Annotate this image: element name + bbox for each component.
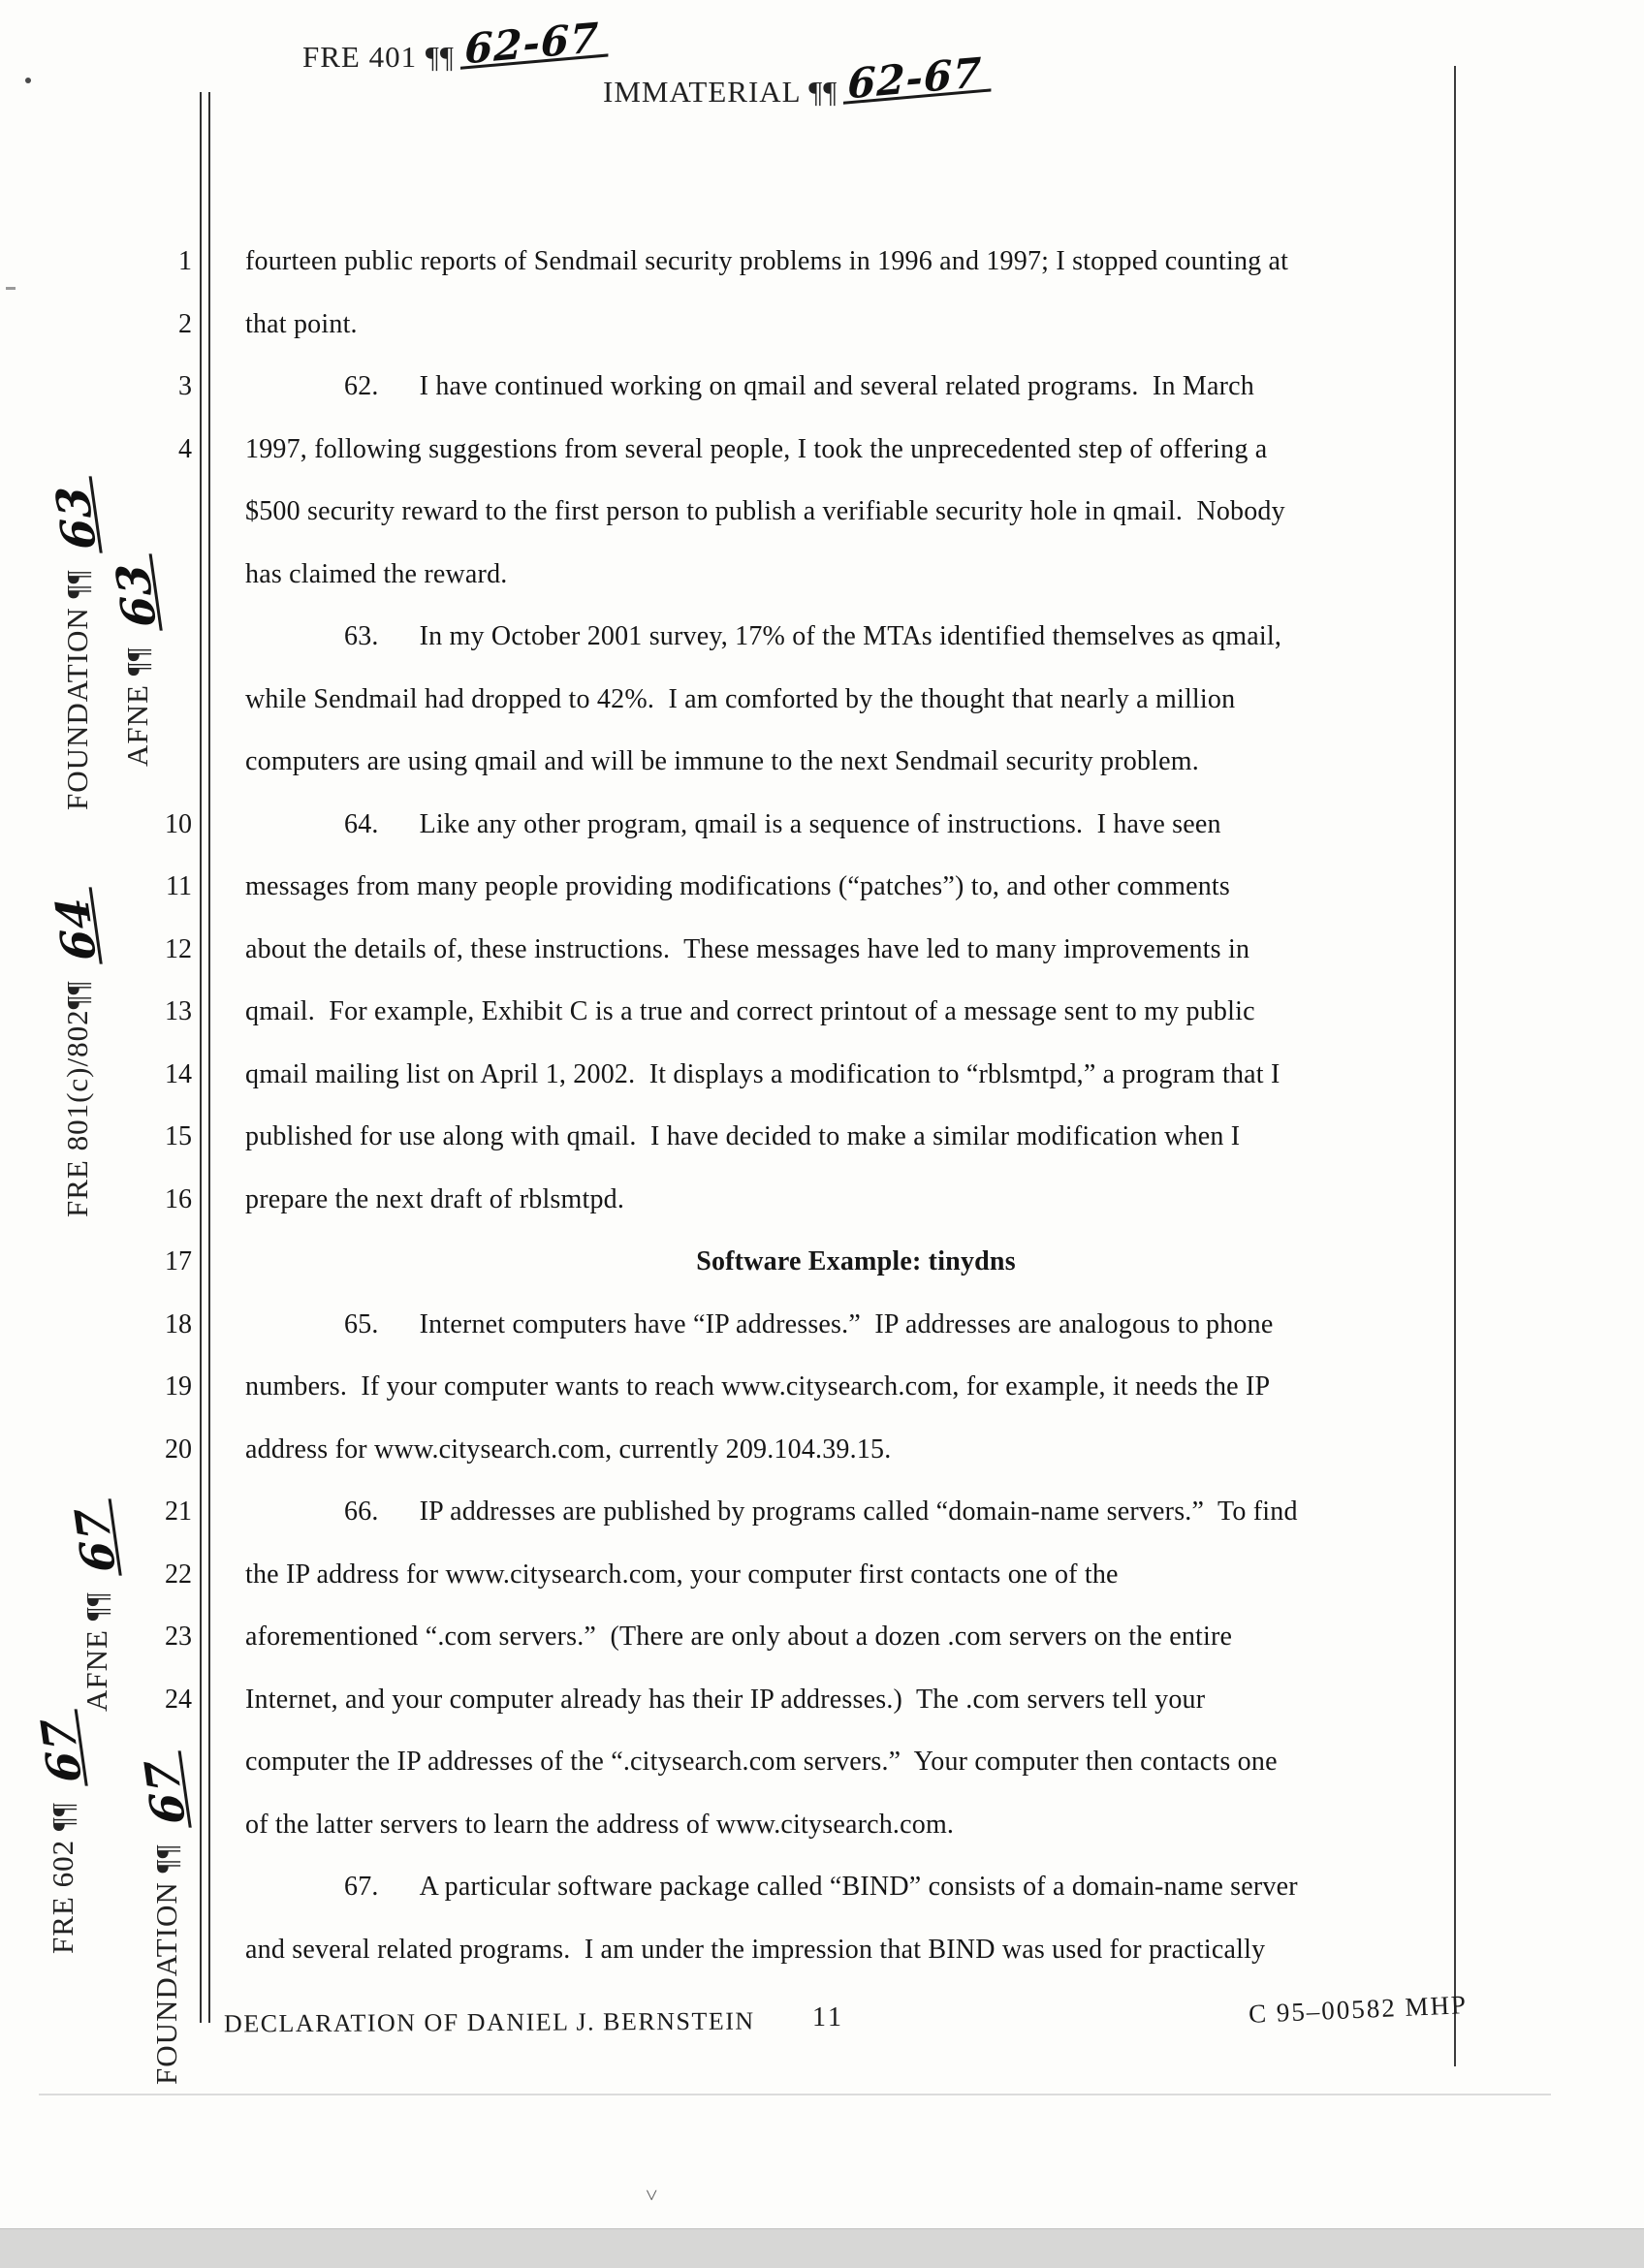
handwritten-paragraph-range: 62-67 bbox=[460, 22, 609, 70]
paragraph-number: 62. bbox=[344, 371, 379, 401]
annotation-label: AFNE ¶¶ bbox=[120, 646, 154, 767]
body-line: fourteen public reports of Sendmail security problems in 1996 and 1997; I stopped counting at bbox=[245, 246, 1289, 276]
line-number: 17 bbox=[165, 1246, 192, 1276]
annotation-label: FRE 602 ¶¶ bbox=[46, 1802, 79, 1954]
body-line: qmail. For example, Exhibit C is a true and correct printout of a message sent to my public bbox=[245, 996, 1255, 1026]
body-line: messages from many people providing modifications (“patches”) to, and other comments bbox=[245, 871, 1230, 901]
line-number: 19 bbox=[165, 1371, 192, 1402]
line-number: 2 bbox=[178, 308, 192, 339]
body-line: 66. IP addresses are published by programs called “domain-name servers.” To find bbox=[245, 1493, 1467, 1531]
handwritten-paragraph-number: 64 bbox=[53, 888, 103, 964]
annotation-label: FRE 801(c)/802¶¶ bbox=[60, 980, 94, 1217]
annotation-label: IMMATERIAL ¶¶ bbox=[603, 75, 838, 109]
body-line: computers are using qmail and will be immune to the next Sendmail security problem. bbox=[245, 746, 1199, 776]
annotation-label: FOUNDATION ¶¶ bbox=[149, 1843, 183, 2085]
body-line: computer the IP addresses of the “.citysearch.com servers.” Your computer then contacts one bbox=[245, 1747, 1278, 1777]
line-number: 4 bbox=[178, 433, 192, 464]
body-line: while Sendmail had dropped to 42%. I am comforted by the thought that nearly a million bbox=[245, 683, 1236, 714]
line-number: 22 bbox=[165, 1559, 192, 1590]
paragraph-number: 65. bbox=[344, 1308, 379, 1339]
line-number: 15 bbox=[165, 1121, 192, 1151]
paragraph-number: 64. bbox=[344, 808, 379, 839]
body-line: 67. A particular software package called “BIND” consists of a domain-name server bbox=[245, 1868, 1467, 1906]
line-number: 20 bbox=[165, 1433, 192, 1465]
line-number: 24 bbox=[165, 1684, 192, 1715]
line-number: 11 bbox=[166, 871, 192, 901]
annotation-immaterial bbox=[603, 48, 993, 110]
annotation-fre-401 bbox=[302, 14, 609, 75]
body-line: that point. bbox=[245, 308, 358, 339]
body-line: prepare the next draft of rblsmtpd. bbox=[245, 1183, 625, 1214]
body-line: 62. I have continued working on qmail and several related programs. In March bbox=[245, 367, 1467, 406]
handwritten-paragraph-number: 63 bbox=[53, 477, 103, 553]
body-line: 1997, following suggestions from several people, I took the unprecedented step of offering a bbox=[245, 433, 1268, 464]
annotation-label: AFNE ¶¶ bbox=[79, 1591, 113, 1712]
body-line: about the details of, these instructions. These messages have led to many improvements in bbox=[245, 933, 1250, 964]
line-number: 16 bbox=[165, 1183, 192, 1214]
body-line: has claimed the reward. bbox=[245, 558, 508, 589]
handwritten-paragraph-number: 67 bbox=[39, 1709, 88, 1785]
scan-speck bbox=[6, 287, 16, 290]
scan-bottom-edge bbox=[0, 2228, 1644, 2268]
scan-check-mark: ˅ bbox=[646, 2183, 658, 2207]
body-line: address for www.citysearch.com, currently 209.104.39.15. bbox=[245, 1433, 892, 1465]
annotation-fre-801c-802-64 bbox=[45, 888, 107, 1217]
body-line: 65. Internet computers have “IP addresses.” IP addresses are analogous to phone bbox=[245, 1306, 1467, 1344]
footer-page-number: 11 bbox=[812, 2002, 844, 2032]
line-number: 1 bbox=[178, 246, 192, 276]
scan-page-edge-line bbox=[39, 2094, 1551, 2095]
line-number: 23 bbox=[165, 1622, 192, 1652]
pleading-left-double-rule bbox=[200, 92, 210, 2023]
body-line: 64. Like any other program, qmail is a sequence of instructions. I have seen bbox=[245, 805, 1467, 844]
body-line: of the latter servers to learn the address of www.citysearch.com. bbox=[245, 1809, 955, 1840]
handwritten-paragraph-number: 67 bbox=[142, 1751, 192, 1828]
line-number: 12 bbox=[165, 933, 192, 964]
footer-document-title: DECLARATION OF DANIEL J. BERNSTEIN bbox=[223, 2006, 755, 2038]
handwritten-paragraph-range: 62-67 bbox=[843, 57, 992, 105]
footer-case-number: C 95–00582 MHP bbox=[1248, 1990, 1469, 2029]
body-line: Internet, and your computer already has their IP addresses.) The .com servers tell your bbox=[245, 1684, 1206, 1715]
paragraph-number: 63. bbox=[344, 621, 379, 651]
annotation-label: FOUNDATION ¶¶ bbox=[60, 569, 94, 810]
section-heading: Software Example: tinydns bbox=[696, 1246, 1016, 1276]
body-line: numbers. If your computer wants to reach www.citysearch.com, for example, it needs the IP bbox=[245, 1371, 1271, 1402]
line-number: 13 bbox=[165, 996, 192, 1026]
body-line: $500 security reward to the first person to publish a verifiable security hole in qmail. Nobody bbox=[245, 496, 1285, 526]
line-number: 10 bbox=[165, 808, 192, 839]
handwritten-paragraph-number: 67 bbox=[73, 1499, 122, 1576]
annotation-label: FRE 401 ¶¶ bbox=[302, 40, 455, 74]
body-line: 63. In my October 2001 survey, 17% of the MTAs identified themselves as qmail, bbox=[245, 617, 1467, 656]
body-line: published for use along with qmail. I have decided to make a similar modification when I bbox=[245, 1121, 1241, 1151]
body-line: qmail mailing list on April 1, 2002. It displays a modification to “rblsmtpd,” a program that I bbox=[245, 1058, 1280, 1089]
line-number: 21 bbox=[165, 1496, 192, 1527]
line-number: 14 bbox=[165, 1058, 192, 1089]
annotation-foundation-67 bbox=[134, 1760, 196, 2085]
body-line: aforementioned “.com servers.” (There are only about a dozen .com servers on the entire bbox=[245, 1622, 1233, 1652]
annotation-afne-67 bbox=[64, 1479, 126, 1712]
annotation-afne-63 bbox=[105, 476, 167, 767]
line-number: 18 bbox=[165, 1308, 192, 1339]
annotation-fre-602-67 bbox=[30, 1718, 92, 1954]
body-line: and several related programs. I am under the impression that BIND was used for practically bbox=[245, 1934, 1266, 1965]
paragraph-number: 66. bbox=[344, 1496, 379, 1527]
scan-speck bbox=[25, 78, 31, 83]
body-line: the IP address for www.citysearch.com, your computer first contacts one of the bbox=[245, 1559, 1119, 1590]
paragraph-number: 67. bbox=[344, 1872, 379, 1902]
handwritten-paragraph-number: 63 bbox=[113, 554, 163, 631]
annotation-foundation-63 bbox=[45, 486, 107, 810]
line-number: 3 bbox=[178, 371, 192, 401]
